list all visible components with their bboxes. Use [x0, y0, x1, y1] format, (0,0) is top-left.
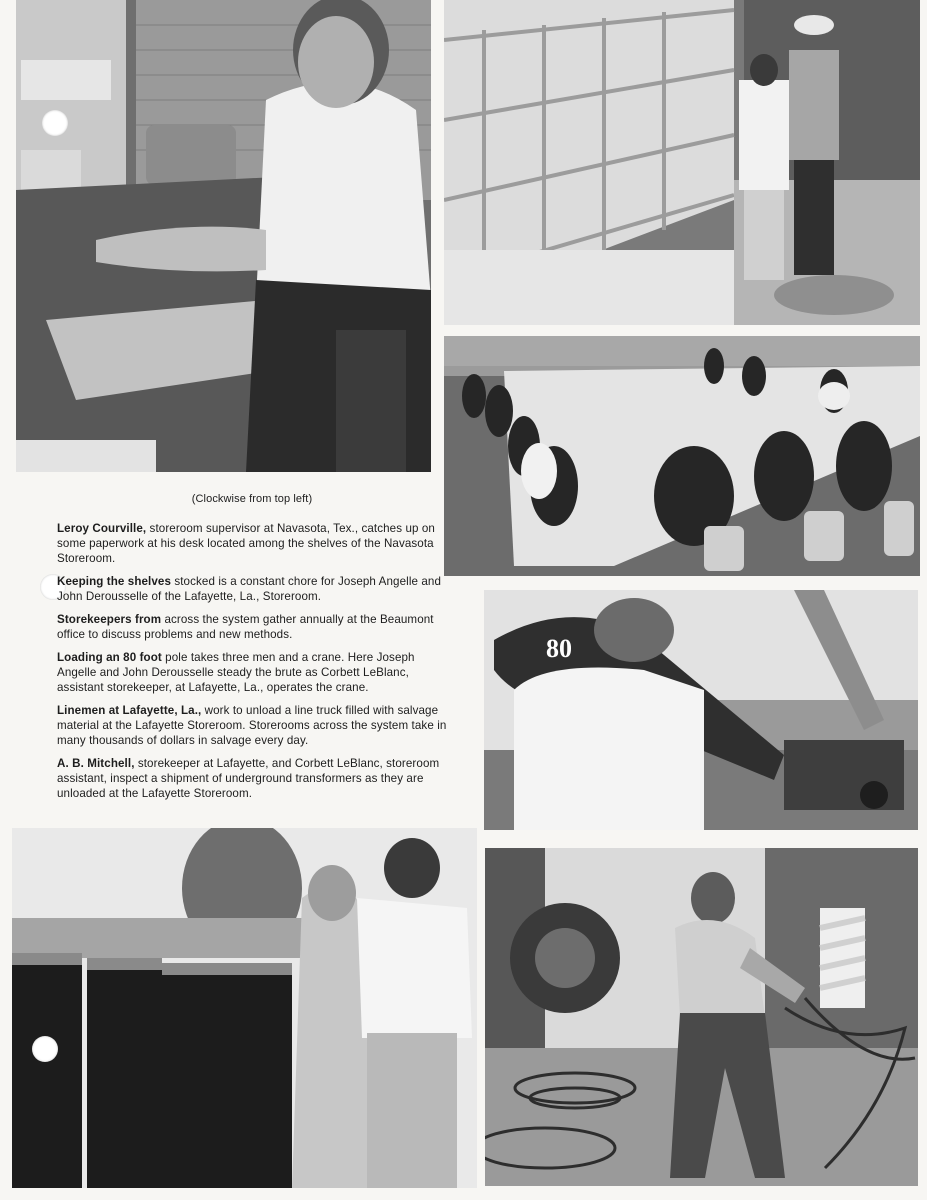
caption-lead: Leroy Courville, — [57, 522, 147, 535]
caption-text: storeroom supervisor at Navasota, Tex., catches up on some paperwork at his desk located among the shelves of the Navasota Storeroom. — [57, 522, 435, 565]
caption-text: across the system gather annually at the Beaumont office to discuss problems and new methods. — [57, 613, 434, 641]
caption-storekeepers — [57, 612, 447, 642]
pole-number: 80 — [546, 634, 572, 663]
photo-loading-pole — [484, 590, 918, 830]
photo-storeroom-supervisor-desk — [16, 0, 431, 472]
caption-lead: Storekeepers from — [57, 613, 162, 626]
caption-linemen — [57, 703, 447, 748]
photo-stocking-shelves — [444, 0, 920, 325]
caption-lead: Loading an 80 foot — [57, 651, 162, 664]
photo-unloading-salvage — [485, 848, 918, 1186]
caption-lead: Keeping the shelves — [57, 575, 172, 588]
caption-block — [57, 492, 447, 809]
caption-mitchell — [57, 756, 447, 801]
caption-lead: Linemen at Lafayette, La., — [57, 704, 202, 717]
caption-pole-loading — [57, 650, 447, 695]
photo-underground-transformers — [12, 828, 477, 1188]
binder-hole-bottom — [32, 1036, 58, 1062]
caption-text: storekeeper at Lafayette, and Corbett LeBlanc, storeroom assistant, inspect a shipment of underground transformers as they are unloaded at the Lafayette Storeroom. — [57, 757, 440, 800]
caption-courville — [57, 521, 447, 566]
binder-hole-top — [42, 110, 68, 136]
caption-heading: (Clockwise from top left) — [191, 493, 313, 505]
caption-text: stocked is a constant chore for Joseph Angelle and John Derousselle of the Lafayette, La., Storeroom. — [57, 575, 442, 603]
caption-lead: A. B. Mitchell, — [57, 757, 135, 770]
photo-storekeepers-meeting — [444, 336, 920, 576]
caption-text: work to unload a line truck filled with salvage material at the Lafayette Storeroom. Storerooms across the system take in many thousands of dollars in salvage every day. — [57, 704, 447, 747]
caption-text: pole takes three men and a crane. Here Joseph Angelle and John Derousselle steady the brute as Corbett LeBlanc, assistant storekeeper, at Lafayette, La., operates the crane. — [57, 651, 415, 694]
caption-shelves — [57, 574, 447, 604]
